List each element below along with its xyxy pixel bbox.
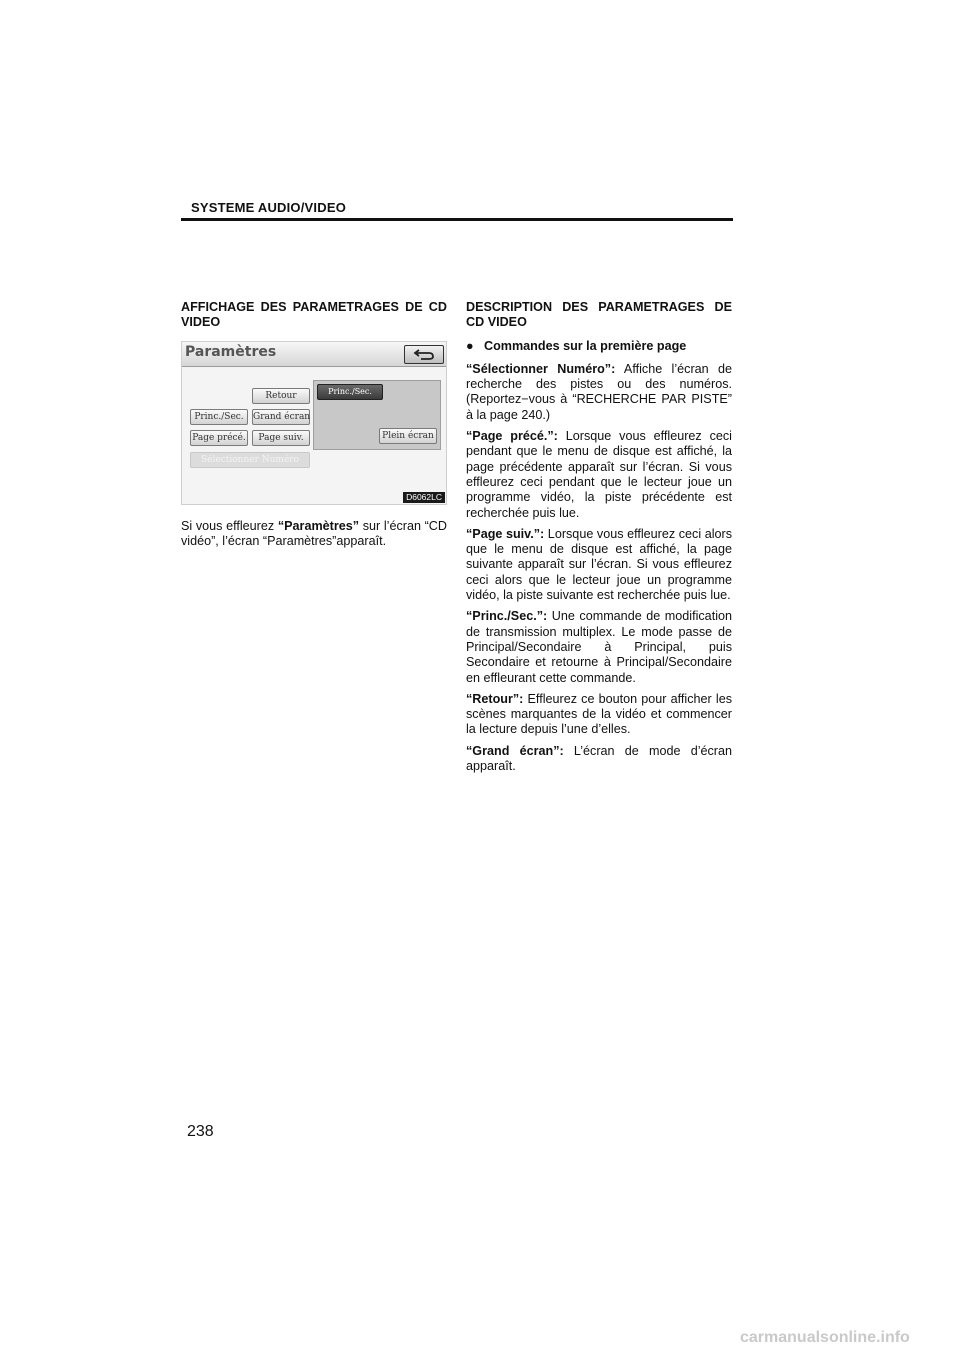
item-term: “Page suiv.”: (466, 526, 545, 541)
screen-title: Paramètres (185, 343, 277, 360)
bullet-text: Commandes sur la première page (484, 338, 687, 353)
right-column (466, 300, 732, 780)
item-text: Lorsque vous effleurez ceci pendant que le menu de disque est affiché, la page précédente apparaît sur l’écran. Si vous effleurez ceci pendant que le lecteur joue un programme vidéo, la piste précédente est recherchée puis lue. (466, 429, 732, 520)
section-heading-left: AFFICHAGE DES PARAMETRAGES DE CD VIDEO (181, 300, 447, 330)
bullet-icon: ● (466, 338, 474, 353)
item-term: “Page précé.”: (466, 429, 558, 444)
description-item (466, 527, 732, 603)
description-item (466, 744, 732, 775)
description-item (466, 429, 732, 521)
item-term: “Retour”: (466, 691, 524, 706)
header-rule (181, 218, 733, 221)
preview-princ-sec-button[interactable]: Princ./Sec. (317, 384, 383, 400)
section-heading-right: DESCRIPTION DES PARAMETRAGES DE CD VIDEO (466, 300, 732, 330)
intro-text-2: sur l’écran “CD vidéo”, l’écran “Paramètres”apparaît. (181, 518, 447, 548)
item-text: Lorsque vous effleurez ceci alors que le menu de disque est affiché, la page suivante apparaît sur l’écran. Si vous effleurez ceci alors que le lecteur joue un programme vidéo, la piste suivante est recherchée puis lue. (466, 526, 732, 603)
figure-code: D6062LC (403, 492, 445, 503)
princ-sec-button[interactable]: Princ./Sec. (190, 409, 248, 425)
description-item (466, 692, 732, 738)
item-term: “Princ./Sec.”: (466, 609, 548, 624)
plein-ecran-button[interactable]: Plein écran (379, 428, 437, 444)
grand-ecran-button[interactable]: Grand écran (252, 409, 310, 425)
description-item (466, 609, 732, 685)
item-term: “Sélectionner Numéro”: (466, 361, 616, 376)
page-number: 238 (187, 1123, 214, 1140)
item-text: Affiche l’écran de recherche des pistes ou des numéros. (Reportez−vous à “RECHERCHE PAR PISTE” à la page 240.) (466, 361, 732, 422)
intro-text-1: Si vous effleurez (181, 518, 278, 533)
return-arrow-icon (413, 348, 435, 360)
item-text: L’écran de mode d’écran apparaît. (466, 743, 732, 774)
description-item (466, 362, 732, 423)
item-term: “Grand écran”: (466, 743, 564, 758)
item-text: Une commande de modification de transmission multiplex. Le mode passe de Principal/Secondaire à Principal, puis Secondaire et retourne à Principal/Secondaire en effleurant cette commande. (466, 609, 732, 685)
back-button[interactable] (404, 345, 444, 364)
screen-titlebar (182, 342, 446, 367)
item-text: Effleurez ce bouton pour afficher les scènes marquantes de la vidéo et commencer la lecture depuis l’une d’elles. (466, 691, 732, 737)
left-column (181, 300, 447, 555)
running-header: SYSTEME AUDIO/VIDEO (191, 200, 347, 215)
page-suiv-button[interactable]: Page suiv. (252, 430, 310, 446)
page-prec-button[interactable]: Page précé. (190, 430, 248, 446)
bullet-heading (466, 339, 732, 354)
retour-button[interactable]: Retour (252, 388, 310, 404)
intro-paragraph (181, 519, 447, 550)
settings-screen-figure (181, 341, 447, 505)
intro-term: “Paramètres” (277, 518, 360, 533)
watermark: carmanualsonline.info (740, 1329, 910, 1346)
selectionner-numero-button[interactable]: Sélectionner Numéro (190, 452, 310, 468)
video-preview (313, 380, 441, 450)
